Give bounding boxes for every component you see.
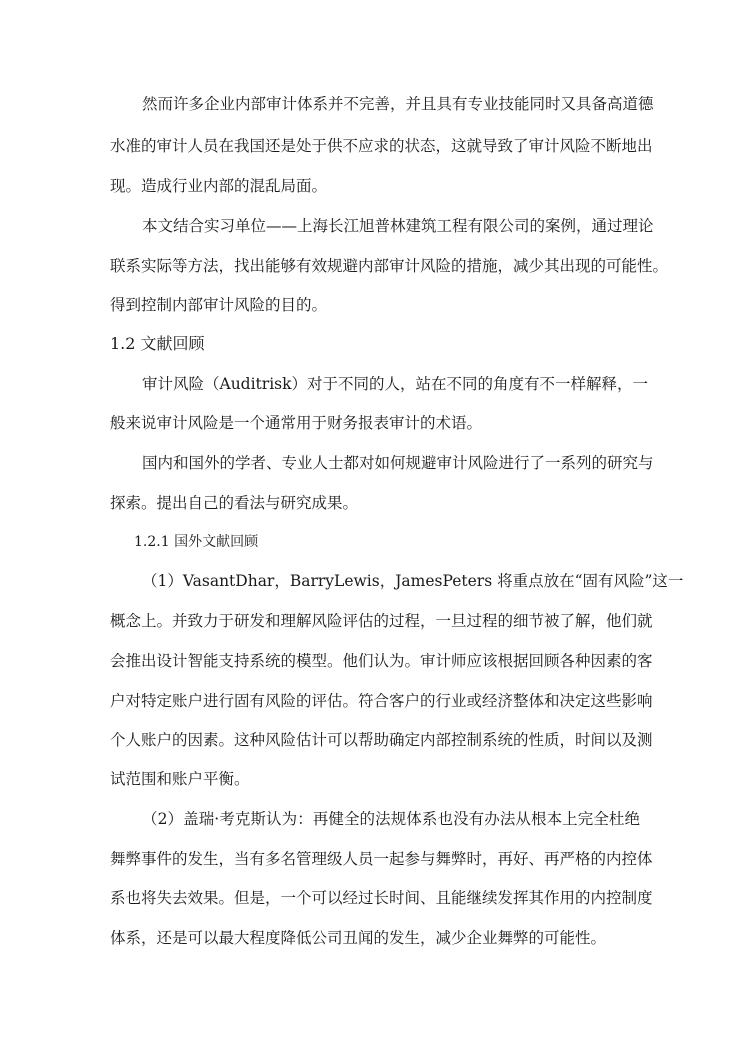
paragraph-1-line-2: 水准的审计人员在我国还是处于供不应求的状态，这就导致了审计风险不断地出 (110, 137, 653, 155)
section-heading: 1.2 文献回顾 (110, 334, 205, 353)
paragraph-1-line-3: 现。造成行业内部的混乱局面。 (110, 177, 328, 195)
paragraph-2-line-3: 得到控制内部审计风险的目的。 (110, 296, 328, 314)
subsection-paragraph-1-line-4: 户对特定账户进行固有风险的评估。符合客户的行业或经济整体和决定这些影响 (110, 692, 653, 710)
subsection-paragraph-1-line-1: （1）VasantDhar，BarryLewis，JamesPeters 将重点放在“固有风险”这一 (142, 572, 684, 590)
subsection-paragraph-2-line-3: 系也将失去效果。但是，一个可以经过长时间、且能继续发挥其作用的内控制度 (110, 889, 653, 907)
section-paragraph-2-line-2: 探索。提出自己的看法与研究成果。 (110, 494, 359, 512)
subsection-paragraph-2-line-2: 舞弊事件的发生，当有多名管理级人员一起参与舞弊时，再好、再严格的内控体 (110, 850, 653, 868)
subsection-paragraph-1-line-2: 概念上。并致力于研发和理解风险评估的过程，一旦过程的细节被了解，他们就 (110, 612, 653, 630)
subsection-heading: 1.2.1 国外文献回顾 (134, 534, 259, 550)
paragraph-2-line-1: 本文结合实习单位——上海长江旭普林建筑工程有限公司的案例，通过理论 (142, 217, 654, 235)
paragraph-1-line-1: 然而许多企业内部审计体系并不完善，并且具有专业技能同时又具备高道德 (142, 95, 654, 113)
subsection-paragraph-2-line-1: （2）盖瑞·考克斯认为：再健全的法规体系也没有办法从根本上完全杜绝 (142, 810, 640, 828)
subsection-paragraph-2-line-4: 体系，还是可以最大程度降低公司丑闻的发生，减少企业舞弊的可能性。 (110, 929, 607, 947)
section-paragraph-1-line-2: 般来说审计风险是一个通常用于财务报表审计的术语。 (110, 414, 483, 432)
subsection-paragraph-1-line-5: 个人账户的因素。这种风险估计可以帮助确定内部控制系统的性质，时间以及测 (110, 731, 653, 749)
section-paragraph-1-line-1: 审计风险（Auditrisk）对于不同的人，站在不同的角度有不一样解释，一 (142, 375, 648, 393)
section-paragraph-2-line-1: 国内和国外的学者、专业人士都对如何规避审计风险进行了一系列的研究与 (142, 454, 654, 472)
subsection-paragraph-1-line-6: 试范围和账户平衡。 (110, 770, 250, 788)
paragraph-2-line-2: 联系实际等方法，找出能够有效规避内部审计风险的措施，减少其出现的可能性。 (110, 257, 669, 275)
subsection-paragraph-1-line-3: 会推出设计智能支持系统的模型。他们认为。审计师应该根据回顾各种因素的客 (110, 652, 653, 670)
